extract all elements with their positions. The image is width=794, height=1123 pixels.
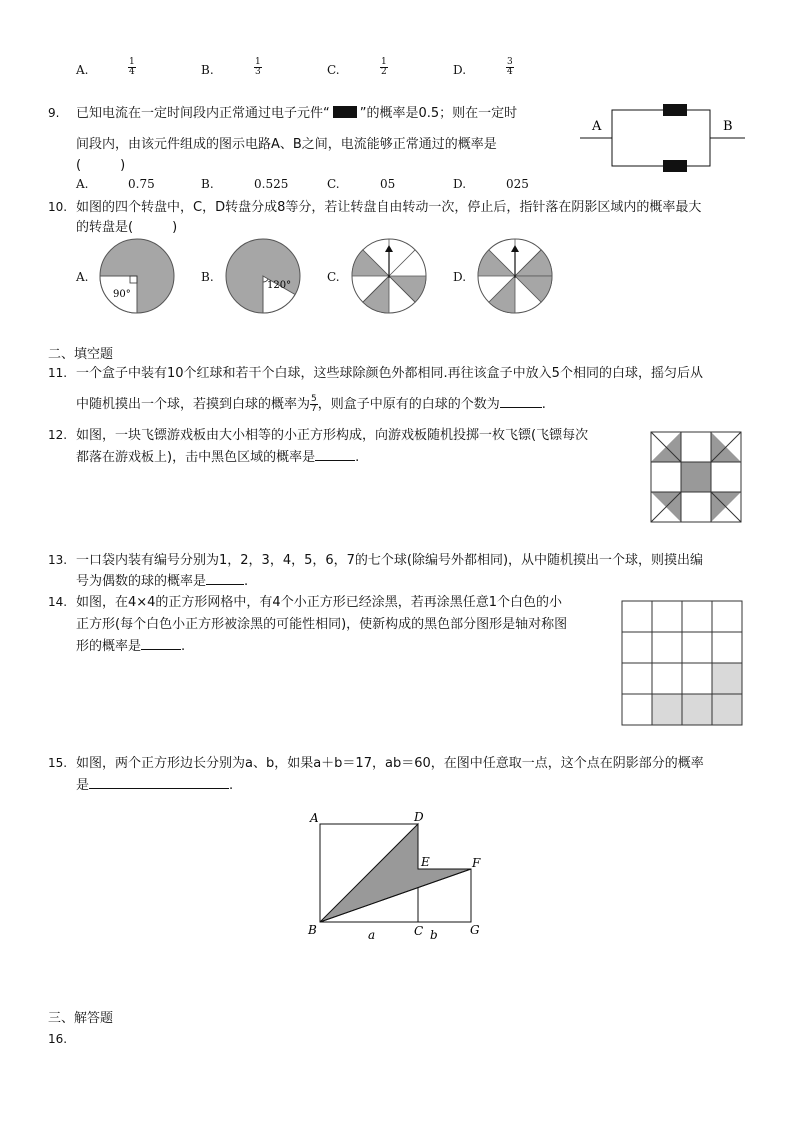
q12-line1: 如图，一块飞镖游戏板由大小相等的小正方形构成，向游戏板随机投掷一枚飞镖(飞镖每次 (76, 428, 589, 443)
two-squares-figure (306, 806, 496, 946)
q14-answer-blank[interactable] (141, 637, 181, 650)
q10-option-d-letter: D. (453, 270, 467, 284)
q14-line1: 如图，在4×4的正方形网格中，有4个小正方形已经涂黑，若再涂黑任意1个白色的小 (76, 595, 562, 610)
q15-number: 15. (48, 756, 68, 770)
label-A: A (310, 811, 319, 825)
q15-answer-blank[interactable] (89, 776, 229, 789)
q10-option-c-letter: C. (327, 270, 340, 284)
q10-line2: 的转盘是( ) (76, 220, 178, 235)
q12-number: 12. (48, 428, 68, 442)
circuit-element-bottom (663, 160, 687, 172)
q10-option-b-letter: B. (201, 270, 214, 284)
shaded-region (320, 824, 471, 922)
label-G: G (470, 923, 480, 937)
q10-option-a-letter: A. (76, 270, 89, 284)
q11-fraction: $\frac{5}{7}$ (311, 394, 317, 414)
q8-option-d-value: $\frac{3}{4}$ (507, 57, 513, 77)
spinner-d (477, 238, 557, 318)
q15-line2: 是 . (76, 778, 234, 793)
spinner-a-angle-label: 90° (113, 289, 131, 300)
circuit-diagram (580, 98, 750, 172)
q9-line3: ( ) (76, 158, 126, 173)
q9-option-c-value: 05 (380, 177, 396, 191)
circuit-label-b: B (723, 119, 733, 134)
q11-number: 11. (48, 366, 68, 380)
q9-option-d-value: 025 (506, 177, 529, 191)
q13-line2: 号为偶数的球的概率是 . (76, 574, 249, 589)
q9-line2: 间段内，由该元件组成的图示电路A、B之间，电流能够正常通过的概率是 (76, 137, 497, 152)
q8-option-d-letter: D. (453, 63, 467, 77)
label-E: E (421, 855, 430, 869)
q9-line1: 已知电流在一定时间段内正常通过电子元件“ ”的概率是0.5；则在一定时 (76, 106, 518, 121)
q11-answer-blank[interactable] (500, 395, 542, 408)
q13-number: 13. (48, 553, 68, 567)
circuit-label-a: A (592, 119, 602, 134)
q8-option-a-value: $\frac{1}{4}$ (129, 57, 135, 77)
q9-option-a-letter: A. (76, 177, 89, 191)
q16-number: 16. (48, 1032, 68, 1046)
section-3-title: 三、解答题 (48, 1011, 114, 1026)
circuit-element-top (663, 104, 687, 116)
q9-option-c-letter: C. (327, 177, 340, 191)
q10-number: 10. (48, 200, 68, 214)
q13-line1: 一口袋内装有编号分别为1，2，3，4，5，6，7的七个球(除编号外都相同)，从中随机摸出一个球，则摸出编 (76, 553, 704, 568)
q9-option-b-letter: B. (201, 177, 214, 191)
q8-option-c-value: $\frac{1}{2}$ (381, 57, 387, 77)
q8-option-a-letter: A. (76, 63, 89, 77)
q12-answer-blank[interactable] (315, 448, 355, 461)
q8-option-c-letter: C. (327, 63, 340, 77)
dartboard (651, 432, 743, 522)
q8-option-b-value: $\frac{1}{3}$ (255, 57, 261, 77)
q10-line1: 如图的四个转盘中，C，D转盘分成8等分，若让转盘自由转动一次，停止后，指针落在阴影区域内的概率最大 (76, 200, 702, 215)
q9-option-a-value: 0.75 (128, 177, 155, 191)
q9-option-d-letter: D. (453, 177, 467, 191)
label-b: b (430, 928, 438, 942)
element-icon (333, 106, 357, 118)
spinner-b-angle-label: 120° (267, 280, 292, 291)
spinner-b (225, 238, 305, 318)
q12-line2: 都落在游戏板上)，击中黑色区域的概率是 . (76, 450, 360, 465)
q14-number: 14. (48, 595, 68, 609)
label-C: C (414, 924, 424, 938)
label-a: a (368, 928, 376, 942)
q13-answer-blank[interactable] (206, 572, 244, 585)
q11-line2: 中随机摸出一个球，若摸到白球的概率为 $\frac{5}{7}$ ，则盒子中原有的白球的个数为 . (76, 394, 546, 414)
label-B: B (308, 923, 317, 937)
label-D: D (414, 810, 424, 824)
q9-number: 9. (48, 106, 60, 120)
q14-line3: 形的概率是 . (76, 639, 186, 654)
q11-line1: 一个盒子中装有10个红球和若干个白球，这些球除颜色外都相同.再往该盒子中放入5个相同的白球，摇匀后从 (76, 366, 703, 381)
grid-4x4 (622, 601, 744, 727)
spinner-c (351, 238, 431, 318)
section-2-title: 二、填空题 (48, 347, 114, 362)
q9-option-b-value: 0.525 (254, 177, 289, 191)
q14-line2: 正方形(每个白色小正方形被涂黑的可能性相同)，使新构成的黑色部分图形是轴对称图 (76, 617, 568, 632)
spinner-a (99, 238, 179, 318)
q8-option-b-letter: B. (201, 63, 214, 77)
label-F: F (472, 856, 481, 870)
q15-line1: 如图，两个正方形边长分别为a、b，如果a＋b＝17，ab＝60，在图中任意取一点，这个点在阴影部分的概率 (76, 756, 704, 771)
